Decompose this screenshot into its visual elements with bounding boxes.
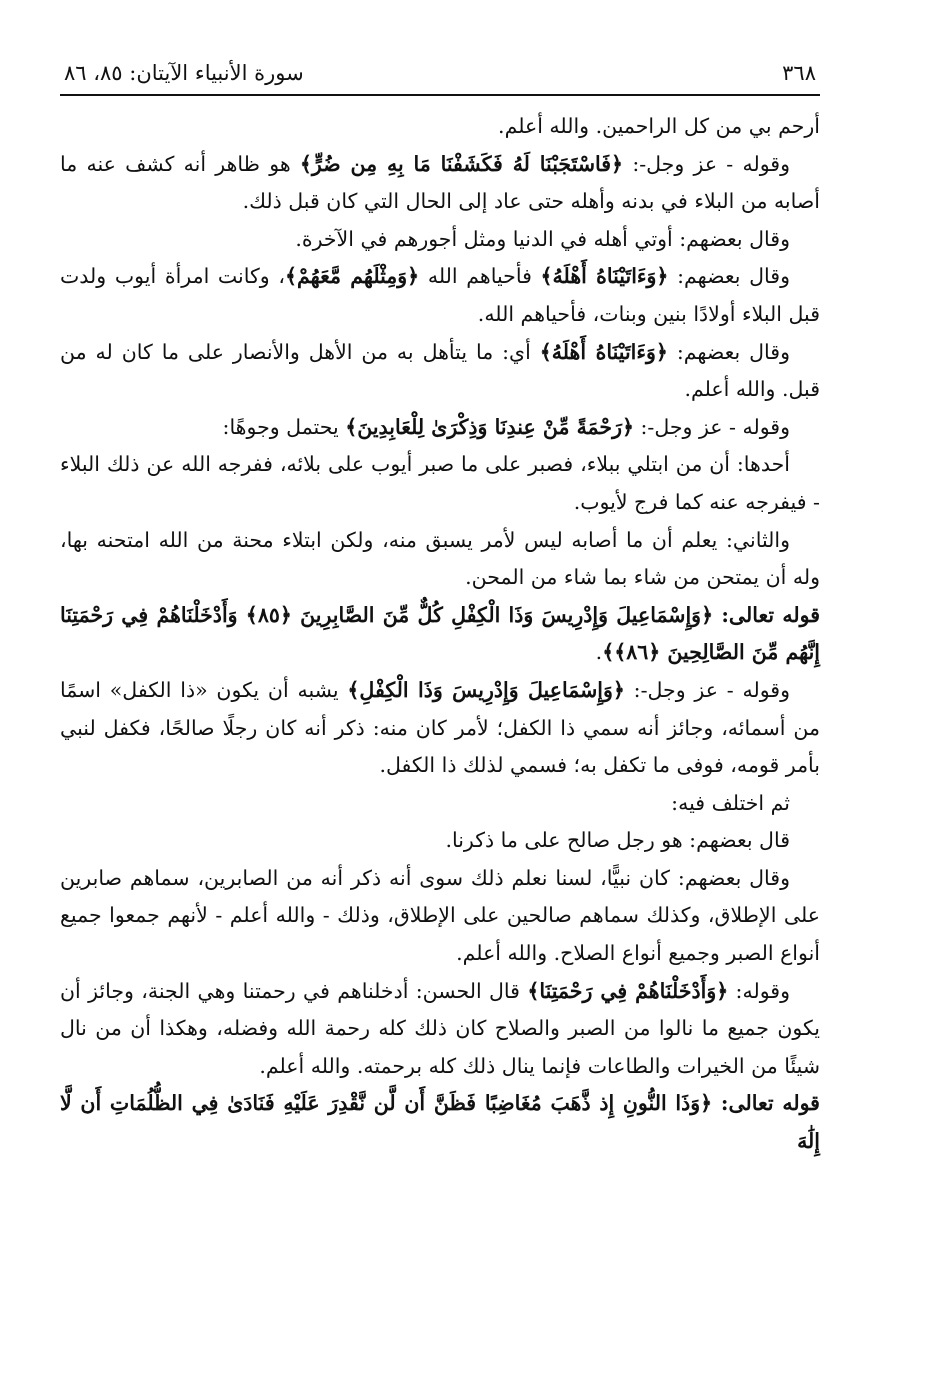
body-text: والثاني: يعلم أن ما أصابه ليس لأمر يسبق منه، ولكن ابتلاء محنة من الله امتحنه بها، وله أن يمتحن من شاء بما شاء من المحن.: [60, 527, 820, 590]
page-number: ٣٦٨: [782, 61, 816, 85]
body-text: وقال بعضهم: كان نبيًّا، لسنا نعلم ذلك سوى أنه ذكر أنه من الصابرين، سماهم صابرين على الإطلاق، وكذلك سماهم صالحين على الإطلاق، وذلك - والله أعلم - لأنهم جمعوا جميع أنواع الصبر وجميع أنواع الصلاح. والله أعلم.: [60, 865, 820, 966]
body-text: وقوله - عز وجل-:: [634, 414, 790, 439]
paragraph: [60, 672, 820, 785]
body-text: وقوله:: [728, 978, 790, 1003]
paragraph: [60, 522, 820, 597]
body-text: وقال بعضهم:: [667, 339, 790, 364]
quran-verse: ﴿وَإِسْمَاعِيلَ وَإِدْرِيسَ وَذَا الْكِفْلِ﴾: [347, 677, 625, 702]
quran-verse: ﴿رَحْمَةً مِّنْ عِندِنَا وَذِكْرَىٰ لِلْعَابِدِينَ﴾: [345, 414, 634, 439]
paragraph: [60, 1085, 820, 1160]
body-text: ، وكانت امرأة أيوب ولدت قبل البلاء أولادًا بنين وبنات، فأحياهم الله.: [60, 264, 820, 326]
quran-verse: ﴿وَمِثْلَهُم مَّعَهُمْ﴾: [284, 264, 420, 289]
paragraph: [60, 973, 820, 1086]
paragraph: [60, 258, 820, 333]
body-text: قال بعضهم: هو رجل صالح على ما ذكرنا.: [445, 828, 790, 853]
body-text: هو ظاهر أنه كشف عنه ما أصابه من البلاء في بدنه وأهله حتى عاد إلى الحال التي كان قبل ذلك.: [60, 151, 820, 214]
body-text: ثم اختلف فيه:: [671, 790, 790, 815]
body-text: يشبه أن يكون «ذا الكفل» اسمًا من أسمائه، وجائز أنه سمي ذا الكفل؛ لأمر كان منه: ذكر أنه كان رجلًا صالحًا، فكفل لنبي بأمر قومه، فوفى ما تكفل به؛ فسمي لذلك ذا الكفل.: [60, 677, 820, 778]
paragraph: [60, 146, 820, 221]
body-text: .: [595, 640, 603, 665]
paragraph: [60, 860, 820, 973]
verse-heading-label: قوله تعالى:: [713, 602, 820, 627]
paragraph: [60, 334, 820, 409]
quran-verse: ﴿وَإِسْمَاعِيلَ وَإِدْرِيسَ وَذَا الْكِفْلِ كُلٌّ مِّنَ الصَّابِرِينَ ﴿٨٥﴾ وَأَدْخَلْنَاهُمْ فِي رَحْمَتِنَا إِنَّهُم مِّنَ الصَّالِحِينَ ﴿٨٦﴾﴾: [60, 602, 820, 665]
running-header: [60, 58, 820, 96]
paragraph: [60, 597, 820, 672]
paragraph: [60, 221, 820, 259]
paragraph: [60, 409, 820, 447]
paragraph: [60, 785, 820, 823]
paragraph: [60, 822, 820, 860]
body-text: أي: ما يتأهل به من الأهل والأنصار على ما كان له من قبل. والله أعلم.: [60, 339, 820, 402]
body-text: فأحياهم الله: [419, 264, 541, 289]
body-text: قال الحسن: أدخلناهم في رحمتنا وهي الجنة، وجائز أن يكون جميع ما نالوا من الصبر والصلاح كان ذلك كله رحمة الله وفضله، وهكذا أن من نال شيئًا من الخيرات والطاعات فإنما ينال ذلك كله برحمته. والله أعلم.: [60, 978, 820, 1078]
section-title: سورة الأنبياء الآيتان: ٨٥، ٨٦: [64, 61, 304, 85]
body-text: يحتمل وجوهًا:: [222, 414, 346, 439]
quran-verse: ﴿وَءَاتَيْنَاهُ أَهْلَهُ﴾: [539, 339, 668, 364]
page-body: [60, 108, 820, 1161]
quran-verse: ﴿فَاسْتَجَبْنَا لَهُ فَكَشَفْنَا مَا بِهِ مِن ضُرٍّ﴾: [299, 151, 624, 176]
body-text: وقوله - عز وجل-:: [624, 677, 790, 702]
verse-heading-label: قوله تعالى:: [712, 1091, 820, 1116]
body-text: وقوله - عز وجل-:: [623, 151, 791, 176]
paragraph: [60, 446, 820, 521]
body-text: وقال بعضهم: أوتي أهله في الدنيا ومثل أجورهم في الآخرة.: [295, 226, 790, 251]
paragraph: [60, 108, 820, 146]
body-text: وقال بعضهم:: [668, 264, 791, 289]
quran-verse: ﴿وَذَا النُّونِ إِذ ذَّهَبَ مُغَاضِبًا فَظَنَّ أَن لَّن نَّقْدِرَ عَلَيْهِ فَنَادَىٰ فِي الظُّلُمَاتِ أَن لَّا إِلَٰهَ: [60, 1091, 820, 1154]
quran-verse: ﴿وَأَدْخَلْنَاهُمْ فِي رَحْمَتِنَا﴾: [527, 978, 729, 1003]
body-text: أرحم بي من كل الراحمين. والله أعلم.: [498, 114, 820, 138]
body-text: أحدها: أن من ابتلي ببلاء، فصبر على ما صبر أيوب على بلائه، ففرجه الله عن ذلك البلاء - فيفرجه عنه كما فرج لأيوب.: [60, 452, 820, 514]
quran-verse: ﴿وَءَاتَيْنَاهُ أَهْلَهُ﴾: [540, 264, 669, 289]
